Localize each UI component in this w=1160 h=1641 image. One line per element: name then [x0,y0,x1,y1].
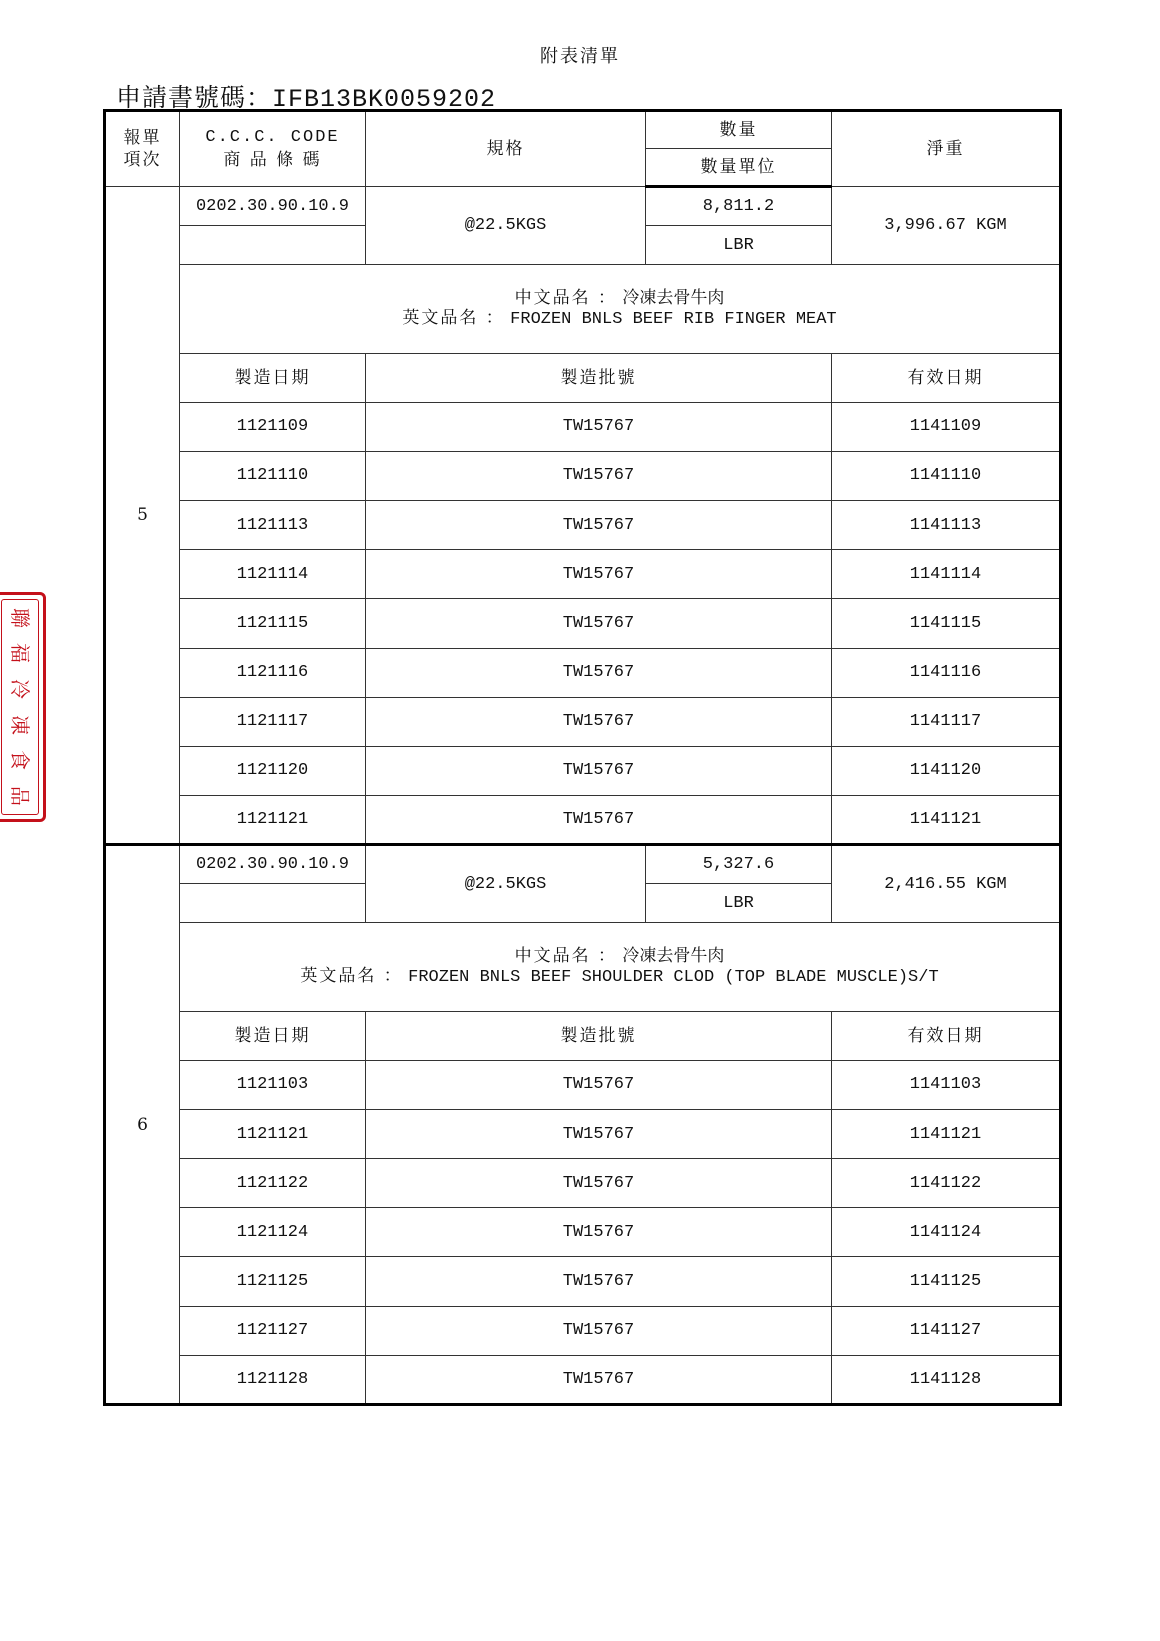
name-en-label: 英文品名 ： [300,966,403,987]
batch-lot-number: TW15767 [366,697,832,746]
header-ccc-line1: C.C.C. CODE [205,128,340,148]
batch-lot-number: TW15767 [366,648,832,697]
batch-header-row [105,354,1061,403]
batch-exp-date: 1141110 [832,451,1061,500]
header-ccc-code [180,111,366,187]
item-net-weight: 3,996.67 KGM [832,187,1061,265]
batch-lot-number: TW15767 [366,1306,832,1355]
batch-exp-date: 1141121 [832,795,1061,844]
batch-exp-date: 1141125 [832,1257,1061,1306]
table-row [105,1060,1061,1109]
batch-lot-number: TW15767 [366,599,832,648]
header-spec: 規格 [366,111,646,187]
batch-lot-number: TW15767 [366,1060,832,1109]
company-seal-stamp [0,592,46,822]
table-row [105,648,1061,697]
batch-mfg-date: 1121122 [180,1159,366,1208]
item-description [180,923,1061,1012]
item-description [180,265,1061,354]
item-row-code [105,187,1061,226]
table-row [105,697,1061,746]
batch-exp-date: 1141103 [832,1060,1061,1109]
batch-mfg-date: 1121120 [180,746,366,795]
item-quantity-unit: LBR [646,226,832,265]
batch-header-exp-date: 有效日期 [832,1012,1061,1061]
batch-mfg-date: 1121116 [180,648,366,697]
batch-exp-date: 1141127 [832,1306,1061,1355]
table-row [105,746,1061,795]
batch-exp-date: 1141128 [832,1355,1061,1404]
application-number: IFB13BK0059202 [272,85,497,114]
header-row-1 [105,111,1061,149]
batch-exp-date: 1141124 [832,1208,1061,1257]
batch-mfg-date: 1121127 [180,1306,366,1355]
page-title: 附表清單 [540,46,620,67]
batch-header-exp-date: 有效日期 [832,354,1061,403]
batch-lot-number: TW15767 [366,550,832,599]
batch-lot-number: TW15767 [366,402,832,451]
item-barcode [180,884,366,923]
table-row [105,402,1061,451]
name-en-line [180,308,1059,330]
item-spec: @22.5KGS [366,187,646,265]
table-row [105,1306,1061,1355]
seal-character: 聯 [8,607,32,628]
seal-character: 食 [8,750,32,771]
header-ccc-line2: 商 品 條 碼 [223,150,322,171]
seal-character: 凍 [8,714,32,735]
seal-character: 福 [8,643,32,664]
name-en: FROZEN BNLS BEEF SHOULDER CLOD (TOP BLADE MUSCLE)S/T [408,968,939,988]
batch-header-mfg-date: 製造日期 [180,354,366,403]
name-cn-label: 中文品名 ： [514,288,617,309]
header-net-weight: 淨重 [832,111,1061,187]
name-cn-label: 中文品名 ： [514,946,617,967]
batch-lot-number: TW15767 [366,795,832,844]
batch-lot-number: TW15767 [366,1355,832,1404]
batch-mfg-date: 1121115 [180,599,366,648]
batch-exp-date: 1141122 [832,1159,1061,1208]
name-cn: 冷凍去骨牛肉 [622,288,725,309]
batch-exp-date: 1141120 [832,746,1061,795]
batch-exp-date: 1141113 [832,501,1061,550]
seal-inner-border [1,599,39,815]
batch-lot-number: TW15767 [366,451,832,500]
table-row [105,599,1061,648]
item-barcode [180,226,366,265]
batch-lot-number: TW15767 [366,1159,832,1208]
batch-mfg-date: 1121128 [180,1355,366,1404]
batch-lot-number: TW15767 [366,1208,832,1257]
batch-mfg-date: 1121109 [180,402,366,451]
item-row-description [105,923,1061,1012]
batch-exp-date: 1141117 [832,697,1061,746]
ccc-code: 0202.30.90.10.9 [180,845,366,884]
item-row-code [105,845,1061,884]
batch-mfg-date: 1121121 [180,795,366,844]
batch-exp-date: 1141121 [832,1109,1061,1158]
batch-header-row [105,1012,1061,1061]
batch-mfg-date: 1121117 [180,697,366,746]
name-cn-line [180,946,1059,966]
table-row [105,1257,1061,1306]
batch-lot-number: TW15767 [366,1257,832,1306]
table-row [105,1355,1061,1404]
table-row [105,501,1061,550]
header-item-no [105,111,180,187]
item-quantity-unit: LBR [646,884,832,923]
seal-character: 品 [8,786,32,807]
table-row [105,1208,1061,1257]
table-row [105,451,1061,500]
application-number-label: 申請書號碼： [116,83,273,112]
item-spec: @22.5KGS [366,845,646,923]
header-item-no-line2: 項次 [123,150,162,171]
seal-character: 冷 [8,679,32,700]
table-row [105,795,1061,844]
batch-mfg-date: 1121124 [180,1208,366,1257]
attachment-list-table [103,109,1062,1406]
batch-lot-number: TW15767 [366,501,832,550]
table-row [105,550,1061,599]
item-number: 6 [105,845,180,1405]
item-row-description [105,265,1061,354]
batch-mfg-date: 1121113 [180,501,366,550]
header-item-no-line1: 報單 [123,128,162,149]
item-quantity: 8,811.2 [646,187,832,226]
ccc-code: 0202.30.90.10.9 [180,187,366,226]
header-quantity-unit: 數量單位 [646,149,832,187]
name-en: FROZEN BNLS BEEF RIB FINGER MEAT [510,310,837,330]
batch-mfg-date: 1121125 [180,1257,366,1306]
batch-mfg-date: 1121114 [180,550,366,599]
header-quantity: 數量 [646,111,832,149]
table-row [105,1159,1061,1208]
batch-exp-date: 1141109 [832,402,1061,451]
item-net-weight: 2,416.55 KGM [832,845,1061,923]
batch-mfg-date: 1121103 [180,1060,366,1109]
name-cn-line [180,288,1059,308]
batch-header-lot: 製造批號 [366,354,832,403]
item-number: 5 [105,187,180,845]
table-row [105,1109,1061,1158]
batch-exp-date: 1141114 [832,550,1061,599]
item-quantity: 5,327.6 [646,845,832,884]
batch-lot-number: TW15767 [366,746,832,795]
name-cn: 冷凍去骨牛肉 [622,946,725,967]
batch-exp-date: 1141115 [832,599,1061,648]
batch-lot-number: TW15767 [366,1109,832,1158]
batch-header-lot: 製造批號 [366,1012,832,1061]
name-en-label: 英文品名 ： [402,308,505,329]
batch-mfg-date: 1121121 [180,1109,366,1158]
name-en-line [180,966,1059,988]
batch-mfg-date: 1121110 [180,451,366,500]
batch-exp-date: 1141116 [832,648,1061,697]
batch-header-mfg-date: 製造日期 [180,1012,366,1061]
